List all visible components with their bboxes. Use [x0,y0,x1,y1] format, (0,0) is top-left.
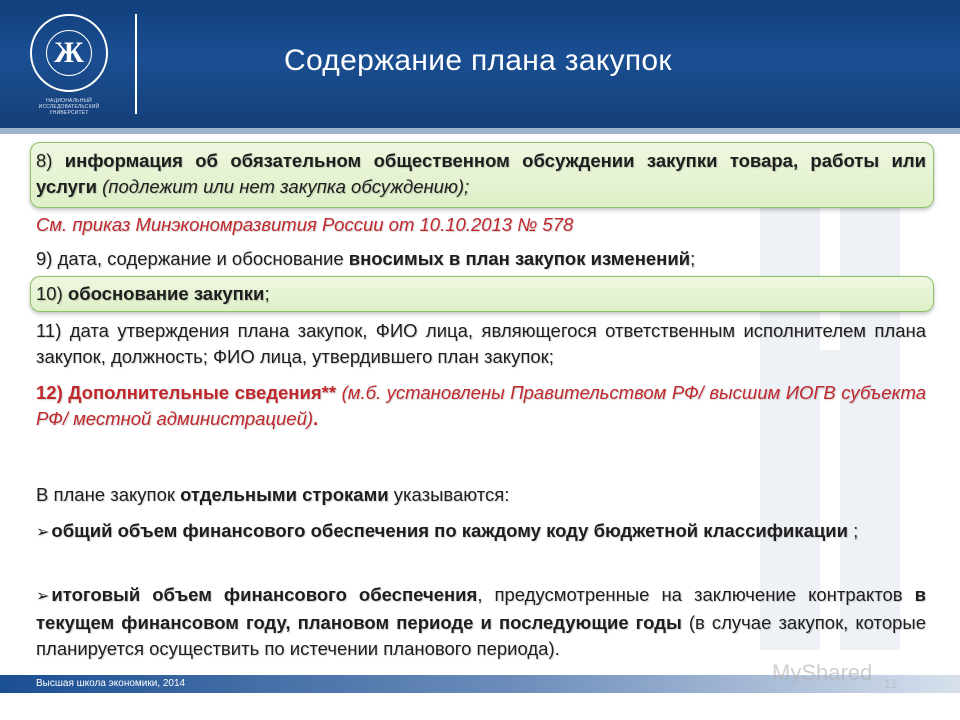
slide-title: Содержание плана закупок [284,44,672,77]
arrow-bullet-icon: ➢ [36,588,50,605]
intro-text: В плане закупок [36,484,181,505]
item-10-end: ; [264,283,270,304]
bullet-2 [36,582,926,662]
order-reference-text: См. приказ Минэкономразвития России от 10.10.2013 № 578 [36,214,574,235]
item-12-note: (м.б. установлены Правительством РФ/ высшим ИОГВ субъекта РФ/ местной администрацией) [36,382,926,429]
logo-caption: НАЦИОНАЛЬНЫЙ ИССЛЕДОВАТЕЛЬСКИЙ УНИВЕРСИТЕТ [38,98,100,116]
university-logo [22,10,116,120]
item-8-number: 8) [36,150,65,171]
order-reference [36,212,926,238]
item-11: 11) дата утверждения плана закупок, ФИО лица, являющегося ответственным исполнителем плана закупок, должность; ФИО лица, утвердившего план закупок; [36,320,926,367]
intro-bold: отдельными строками [180,484,389,505]
intro-end: указываются: [388,484,510,505]
header-divider [135,14,137,114]
item-10 [36,281,926,307]
item-12-bold: 12) Дополнительные сведения** [36,382,337,403]
brand-watermark: MyShared [772,660,873,685]
arrow-bullet-icon: ➢ [36,524,50,541]
item-10-number: 10) [36,283,68,304]
bullet-2-text: , предусмотренные на заключение контрактов [477,584,915,605]
item-8 [36,148,926,200]
footer-org: Высшая школа экономики, 2014 [36,678,186,689]
bullet-1 [36,518,926,546]
item-12 [36,380,926,432]
page-number: 11 [884,676,898,691]
item-8-note: (подлежит или нет закупка обсуждению); [97,176,470,197]
intro-line [36,482,926,508]
logo-glyph: Ж [46,30,92,76]
item-8-bold: информация об обязательном общественном обсуждении закупки товара, работы или услуги [36,150,926,197]
item-9-bold: вносимых в план закупок изменений [348,248,691,269]
item-9-end: ; [690,248,696,269]
item-9-text: 9) дата, содержание и обоснование [36,248,349,269]
item-9 [36,246,926,272]
bullet-2-bold-years: в текущем финансовом году, плановом периоде и последующие годы [36,584,926,633]
bullet-2-bold: итоговый объем финансового обеспечения [51,584,478,605]
bullet-2-end: (в случае закупок, которые планируется осуществить по истечении планового периода). [36,612,926,659]
item-12-end: . [313,408,319,429]
item-10-bold: обоснование закупки [67,283,265,304]
header-stripe [0,128,960,134]
bullet-1-bold: общий объем финансового обеспечения по каждому коду бюджетной классификации [51,520,848,541]
slide-header [0,0,960,128]
logo-ring [30,14,108,92]
bullet-1-end: ; [847,520,859,541]
